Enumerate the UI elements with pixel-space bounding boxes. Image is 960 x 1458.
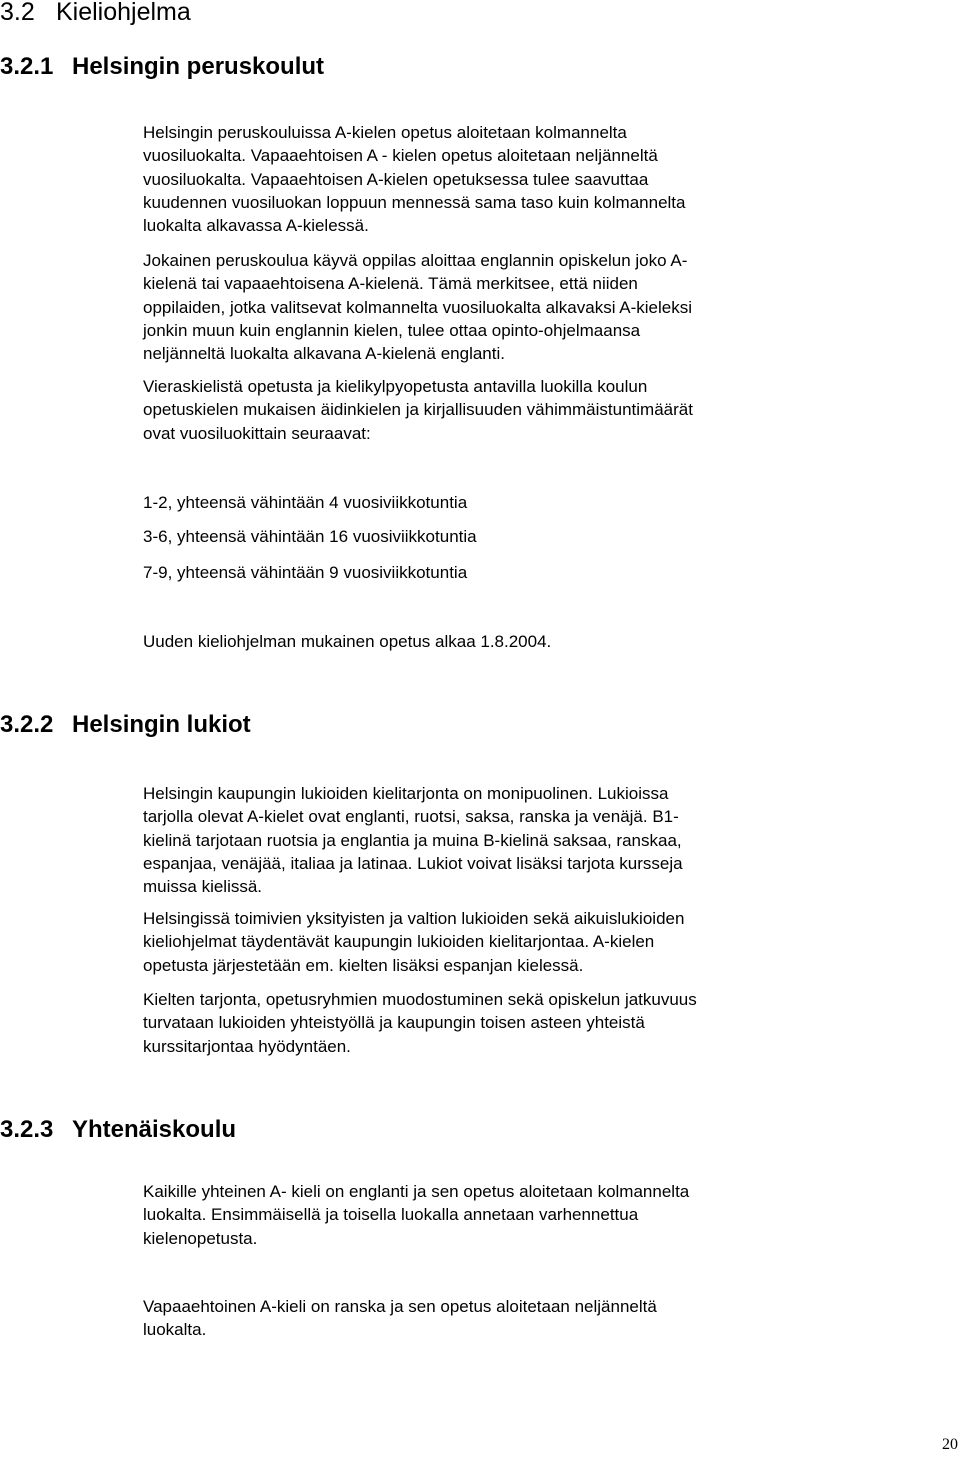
text-line: turvataan lukioiden yhteistyöllä ja kaupungin toisen asteen yhteistä — [143, 1013, 645, 1033]
text-line: 7-9, yhteensä vähintään 9 vuosiviikkotuntia — [143, 563, 468, 582]
paragraph — [143, 121, 803, 237]
paragraph — [143, 782, 803, 898]
text-line: kieliohjelmat täydentävät kaupungin lukioiden kielitarjontaa. A-kielen — [143, 932, 655, 952]
text-line: kielenopetusta. — [143, 1228, 258, 1248]
section-heading-peruskoulut — [0, 52, 324, 82]
section-heading-lukiot — [0, 710, 251, 740]
section-title: Helsingin peruskoulut — [72, 53, 325, 80]
text-line: Uuden kieliohjelman mukainen opetus alkaa 1.8.2004. — [143, 632, 552, 651]
text-line: espanjaa, venäjää, italiaa ja latinaa. Lukiot voivat lisäksi tarjota kursseja — [143, 853, 683, 873]
text-line: tarjolla olevat A-kielet ovat englanti, ruotsi, saksa, ranska ja venäjä. B1- — [143, 807, 679, 827]
text-line: Helsingin kaupungin lukioiden kielitarjonta on monipuolinen. Lukioissa — [143, 784, 669, 803]
text-line: luokalta. — [143, 1320, 207, 1340]
text-line: Vapaaehtoinen A-kieli on ranska ja sen opetus aloitetaan neljänneltä — [143, 1297, 657, 1316]
text-line: Jokainen peruskoulua käyvä oppilas aloittaa englannin opiskelun joko A- — [143, 251, 688, 270]
section-number: 3.2.2 — [0, 711, 54, 738]
text-line: muissa kielissä. — [143, 877, 263, 897]
chapter-heading — [0, 0, 191, 28]
section-heading-yhtenaiskoulu — [0, 1115, 236, 1145]
list-item — [143, 491, 803, 514]
chapter-number: 3.2 — [0, 0, 35, 26]
page-number: 20 — [942, 1436, 958, 1453]
section-title: Yhtenäiskoulu — [72, 1116, 237, 1143]
text-line: vuosiluokalta. Vapaaehtoisen A - kielen opetus aloitetaan neljänneltä — [143, 146, 658, 166]
text-line: Kielten tarjonta, opetusryhmien muodostuminen sekä opiskelun jatkuvuus — [143, 990, 697, 1009]
text-line: 1-2, yhteensä vähintään 4 vuosiviikkotuntia — [143, 493, 468, 512]
text-line: vuosiluokalta. Vapaaehtoisen A-kielen opetuksessa tulee saavuttaa — [143, 169, 649, 189]
text-line: Helsingin peruskouluissa A-kielen opetus aloitetaan kolmannelta — [143, 123, 627, 142]
text-line: Kaikille yhteinen A- kieli on englanti ja sen opetus aloitetaan kolmannelta — [143, 1182, 690, 1201]
paragraph — [143, 630, 803, 653]
text-line: 3-6, yhteensä vähintään 16 vuosiviikkotuntia — [143, 527, 477, 546]
paragraph — [143, 249, 803, 365]
section-number: 3.2.3 — [0, 1116, 54, 1143]
section-number: 3.2.1 — [0, 53, 54, 80]
text-line: ovat vuosiluokittain seuraavat: — [143, 423, 371, 443]
text-line: kielenä tai vapaaehtoisena A-kielenä. Tämä merkitsee, että niiden — [143, 274, 638, 294]
paragraph — [143, 375, 803, 445]
text-line: jonkin muun kuin englannin kielen, tulee ottaa opinto-ohjelmaansa — [143, 320, 641, 340]
text-line: Helsingissä toimivien yksityisten ja valtion lukioiden sekä aikuislukioiden — [143, 909, 685, 928]
text-line: neljänneltä luokalta alkavana A-kielenä englanti. — [143, 344, 505, 364]
list-item — [143, 525, 803, 548]
text-line: opetusta järjestetään em. kielten lisäksi espanjan kielessä. — [143, 955, 584, 975]
text-line: luokalta alkavassa A-kielessä. — [143, 216, 369, 236]
text-line: kurssitarjontaa hyödyntäen. — [143, 1036, 351, 1056]
paragraph — [143, 907, 803, 977]
paragraph — [143, 1295, 803, 1342]
text-line: opetuskielen mukaisen äidinkielen ja kirjallisuuden vähimmäistuntimäärät — [143, 400, 693, 420]
text-line: kuudennen vuosiluokan loppuun mennessä sama taso kuin kolmannelta — [143, 192, 686, 212]
text-line: oppilaiden, jotka valitsevat kolmannelta vuosiluokalta alkavaksi A-kieleksi — [143, 297, 693, 317]
text-line: luokalta. Ensimmäisellä ja toisella luokalla annetaan varhennettua — [143, 1205, 639, 1225]
paragraph — [143, 988, 803, 1058]
chapter-title: Kieliohjelma — [56, 0, 191, 26]
text-line: Vieraskielistä opetusta ja kielikylpyopetusta antavilla luokilla koulun — [143, 377, 648, 396]
section-title: Helsingin lukiot — [72, 711, 251, 738]
text-line: kielinä tarjotaan ruotsia ja englantia ja muina B-kielinä saksaa, ranskaa, — [143, 830, 682, 850]
list-item — [143, 561, 803, 584]
paragraph — [143, 1180, 803, 1250]
